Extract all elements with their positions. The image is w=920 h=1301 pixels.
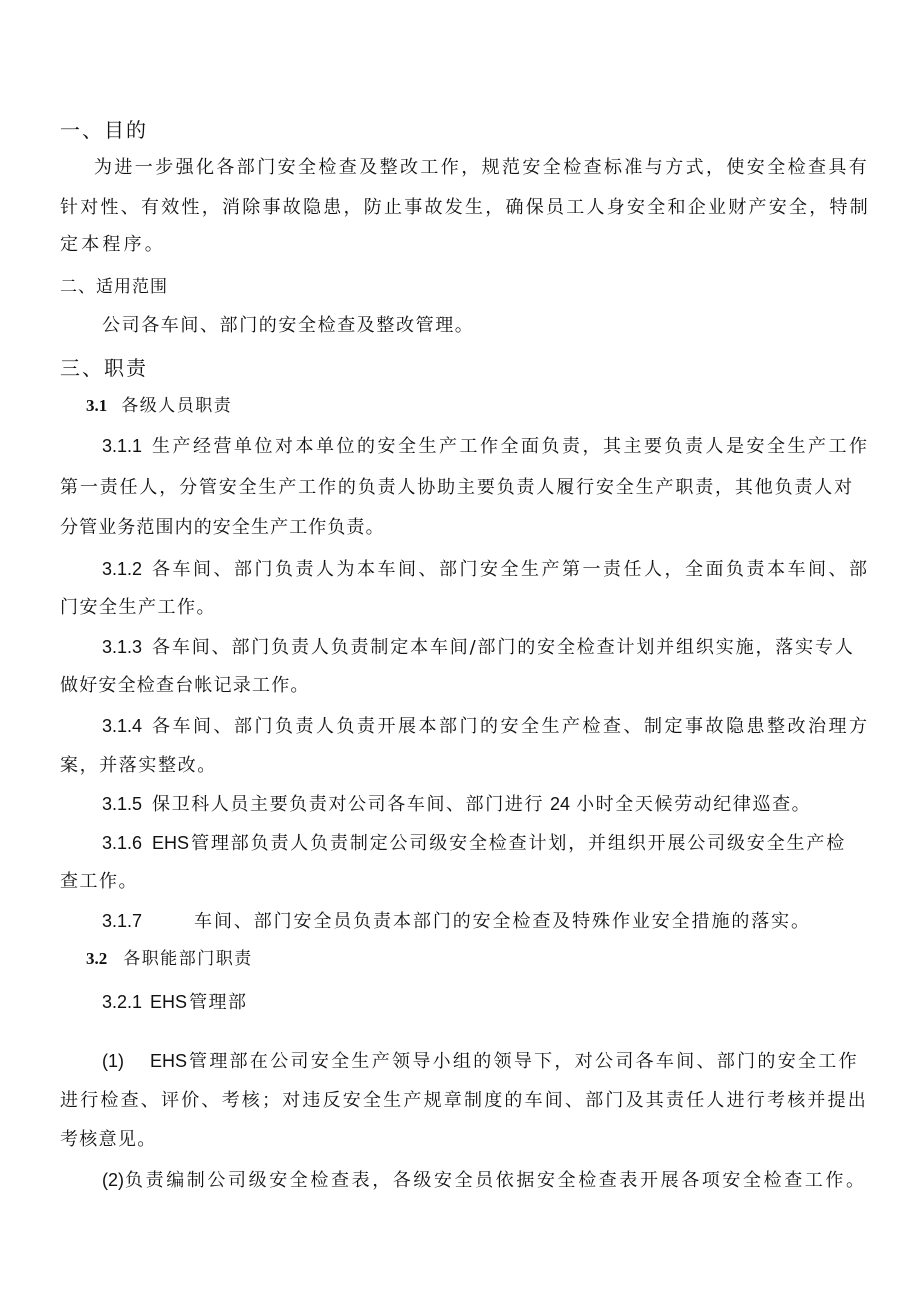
item-text: 小时全天候劳动纪律巡查。	[576, 794, 812, 815]
para-marker: (1)	[102, 1051, 124, 1071]
subsection-3-1	[86, 394, 232, 418]
scope-line-1: 公司各车间、部门的安全检查及整改管理。	[102, 315, 475, 336]
para-marker: (2)	[102, 1170, 124, 1190]
para-abbr: EHS	[150, 1051, 188, 1071]
purpose-line-1: 为进一步强化各部门安全检查及整改工作，规范安全检查标准与方式，使安全检查具有	[94, 157, 870, 178]
para-text: 负责编制公司级安全检查表，各级安全员依据安全检查表开展各项安全检查工作。	[125, 1170, 867, 1191]
purpose-line-3: 定本程序。	[60, 234, 166, 255]
item-text: 各车间、部门负责人为本车间、部门安全生产第一责任人，全面负责本车间、部	[152, 559, 870, 580]
item-3-1-1-line-2: 第一责任人，分管安全生产工作的负责人协助主要负责人履行安全生产职责，其他负责人对	[60, 477, 854, 498]
para-1-line-3: 考核意见。	[60, 1129, 157, 1150]
item-number: 3.1.2	[102, 559, 143, 579]
item-text: 车间、部门安全员负责本部门的安全检查及特殊作业安全措施的落实。	[194, 911, 811, 932]
item-3-1-3-line-1	[102, 635, 855, 660]
section-heading-duties: 三、职责	[60, 356, 148, 380]
item-3-1-1-line-1	[102, 434, 870, 459]
item-number-inline: 24	[550, 794, 571, 814]
dept-3-2-1	[102, 990, 248, 1015]
item-number: 3.1.5	[102, 794, 143, 814]
item-3-1-4-line-2: 案，并落实整改。	[60, 755, 217, 776]
item-3-1-6-line-1	[102, 831, 846, 856]
item-3-1-1-line-3: 分管业务范围内的安全生产工作负责。	[60, 517, 385, 538]
dept-name: 管理部	[189, 992, 248, 1013]
subsection-3-2	[86, 947, 253, 971]
item-3-1-5-line-1	[102, 792, 811, 817]
para-2-line-1	[102, 1168, 867, 1193]
item-text: 生产经营单位对本单位的安全生产工作全面负责，其主要负责人是安全生产工作	[152, 436, 870, 457]
subsection-title: 各级人员职责	[121, 396, 233, 416]
para-1-line-2: 进行检查、评价、考核；对违反安全生产规章制度的车间、部门及其责任人进行考核并提出	[60, 1090, 868, 1111]
item-number: 3.1.6	[102, 833, 143, 853]
item-text: 管理部负责人负责制定公司级安全检查计划，并组织开展公司级安全生产检	[191, 833, 847, 854]
purpose-line-2: 针对性、有效性，消除事故隐患，防止事故发生，确保员工人身安全和企业财产安全，特制	[60, 197, 870, 218]
item-text: 各车间、部门负责人负责开展本部门的安全生产检查、制定事故隐患整改治理方	[152, 716, 870, 737]
item-number: 3.1.7	[102, 911, 143, 931]
item-text: 保卫科人员主要负责对公司各车间、部门进行	[152, 794, 545, 815]
item-3-1-6-line-2: 查工作。	[60, 871, 138, 892]
item-3-1-4-line-1	[102, 714, 870, 739]
subsection-number: 3.2	[86, 949, 108, 968]
item-3-1-2-line-2: 门安全生产工作。	[60, 597, 216, 618]
item-3-1-2-line-1	[102, 557, 870, 582]
section-heading-scope: 二、适用范围	[60, 277, 168, 297]
item-number: 3.1.4	[102, 716, 143, 736]
subsection-number: 3.1	[86, 396, 108, 415]
item-abbr: EHS	[152, 833, 190, 853]
item-number: 3.1.3	[102, 637, 143, 657]
item-3-1-7-line-1	[102, 909, 811, 934]
section-heading-purpose: 一、目的	[60, 118, 148, 142]
dept-number: 3.2.1	[102, 992, 143, 1012]
dept-abbr: EHS	[150, 992, 188, 1012]
para-1-line-1	[102, 1049, 859, 1074]
subsection-title: 各职能部门职责	[123, 949, 253, 969]
item-text: 各车间、部门负责人负责制定本车间/部门的安全检查计划并组织实施，落实专人	[152, 637, 855, 658]
item-3-1-3-line-2: 做好安全检查台帐记录工作。	[60, 675, 310, 696]
item-number: 3.1.1	[102, 436, 143, 456]
para-text: 管理部在公司安全生产领导小组的领导下，对公司各车间、部门的安全工作	[189, 1051, 859, 1072]
